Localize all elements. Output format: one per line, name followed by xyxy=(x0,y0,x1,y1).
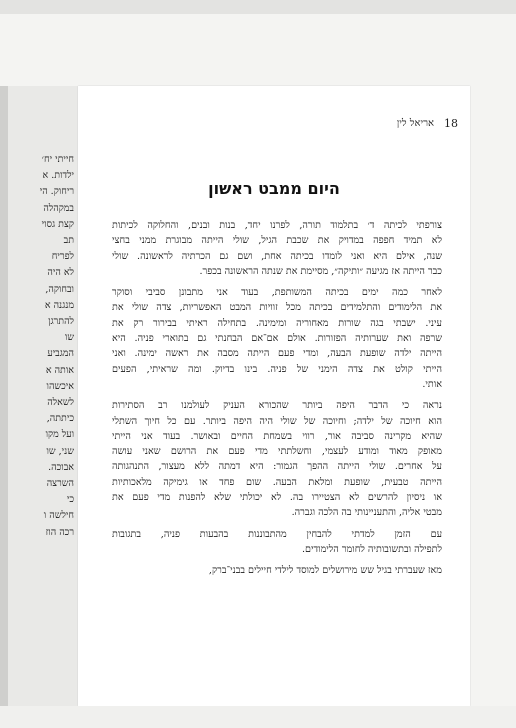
paragraph xyxy=(112,285,442,392)
previous-page-line: ועל מקו xyxy=(45,429,74,441)
previous-page-line: מנגנה א xyxy=(44,299,74,311)
running-header-author: אריאל לין xyxy=(396,117,434,129)
previous-page-line: אבוכה. xyxy=(48,461,74,473)
previous-page-line: ובחוקה, xyxy=(45,283,74,295)
text-line: עיני. ישבתי בגה שורות מאחוריה ומימינה. בתחילה ראיתי בבירור רק את xyxy=(112,317,442,329)
text-line: נראה כי הדבר היפה ביותר שהכורא העניק לעולמנו רב הסתירות xyxy=(112,400,442,412)
previous-page-line: שני, שו xyxy=(46,445,74,457)
paragraph xyxy=(112,218,442,279)
previous-page-line: חייתי יח׳ xyxy=(41,154,74,165)
previous-page-line: לשאלה xyxy=(47,397,74,409)
text-line: מאופק מאוד ומודע לעצמי, וחשלתתי מדי פעם את הרושם שאני עושה xyxy=(112,446,442,458)
previous-page-line: קצת גסוי xyxy=(41,218,74,230)
previous-page-line: חילשה ו xyxy=(43,510,74,522)
paragraph xyxy=(112,398,442,520)
text-line: שנה, אילם היא ואני לומדו בכיתה אחת, ושם גם הכרתיה לראשונה. שולי xyxy=(112,250,442,262)
previous-page-line: לא היה xyxy=(47,267,74,279)
book-page xyxy=(78,86,470,706)
text-line: לאחר כמה ימים בכיתה המשותפת, בעוד אני מתבונן סביבי וסוקר xyxy=(112,287,442,299)
previous-page-line: לפריח xyxy=(51,251,74,263)
scan-bottom-edge xyxy=(0,706,516,728)
scan-top-edge xyxy=(0,0,516,14)
running-header xyxy=(328,115,458,131)
previous-page-line: להתרגן xyxy=(48,316,74,328)
chapter-body xyxy=(112,218,442,579)
previous-page-line: שו xyxy=(64,332,74,344)
previous-page-line: המגביע xyxy=(47,348,74,360)
previous-page-line: כיתתה, xyxy=(46,413,74,425)
chapter-title: היום ממבט ראשון xyxy=(208,179,340,198)
text-line: את הלימודים והתלמידים בכיתה מכל זוויות המבט האפשריות, צדה שולי את xyxy=(112,302,442,314)
text-line: אותי. xyxy=(422,378,442,390)
text-line: צורפתי לכיתה ד׳ בתלמוד תורה, לפרנו יחד, בנות ובנים, והחלוקה לכיתות xyxy=(112,220,442,231)
text-line: לתפילה ובתשובותיה לחומר הלימודים. xyxy=(301,543,442,555)
previous-page-line: ילדות. א xyxy=(42,170,74,182)
text-line: שרפה ואת שערותיה הפזורות. אולם אם־אם הבחנתי גם בתוארי פניה. היא xyxy=(112,333,442,345)
previous-page-line: אותה א xyxy=(45,364,74,376)
previous-page-fragment xyxy=(0,86,78,706)
text-line: שהיא מקרינה סביבה אור, רווי בשמחת החיים ובאושר. בעוד אני הייתי xyxy=(112,430,442,442)
text-line: הייתה טבעית, שופעת ומלאת הבעה. שום פחד או גימיקה מלאכותיות xyxy=(112,476,442,488)
paragraph xyxy=(112,563,442,578)
page-number: 18 xyxy=(444,116,458,130)
text-line: הייתה ילדה שופעת הבעה, ומדי פעם הייתה מסבה את ראשה ימינה. ואני xyxy=(112,348,442,360)
previous-page-line: רכה הוז xyxy=(45,526,74,538)
text-line: לא תמיד חפפה במדויק את שכבת הגיל, שולי הייתה מבוגרת ממני בחצי xyxy=(112,235,442,247)
paragraph xyxy=(112,527,442,558)
text-line: מאז שעברתי בגיל שש מירושלים למוסד לילדי חיילים בבני־ברק, xyxy=(208,565,442,577)
text-line: עם הזמן למדתי להבחין מהתבוננות בהבעות פניה, בתגובות xyxy=(112,528,442,540)
text-line: מבטי אליה, והתעניינותי בה הלכה וגברה. xyxy=(291,507,442,519)
previous-page-line: ריחוק. הי xyxy=(39,186,74,198)
previous-page-line: תב xyxy=(63,235,74,247)
previous-page-line: במקהלה xyxy=(43,202,74,214)
text-line: על אחרים. שולי הייתה ההפך הגמור: היא דמתה ללא מעצור, התנהגותה xyxy=(112,461,442,473)
page-edge-shadow xyxy=(0,86,8,706)
text-line: או ניסיון להרשים לא הצטיירו בה. לא יכולתי שלא להפנות מדי פעם את xyxy=(112,492,442,504)
previous-page-text xyxy=(8,152,74,541)
previous-page-line: איכשהו xyxy=(46,380,74,392)
text-line: הייתי קולט את צדה הימני של פניה. בינו בדיוק. ומה שראיתי, הפעים xyxy=(112,363,442,375)
text-line: הוא חיוכה של ילדה; וחיוכה של שולי היה היפה ביותר. עם כל חיוך השתלי xyxy=(112,415,442,427)
previous-page-line: כי xyxy=(66,494,74,506)
previous-page-line: השרצה xyxy=(46,478,74,490)
text-line: כבר הייתה אז מגיעה ״ותיקה״, מסיימת את שנתה הראשונה בכפר. xyxy=(199,265,442,277)
